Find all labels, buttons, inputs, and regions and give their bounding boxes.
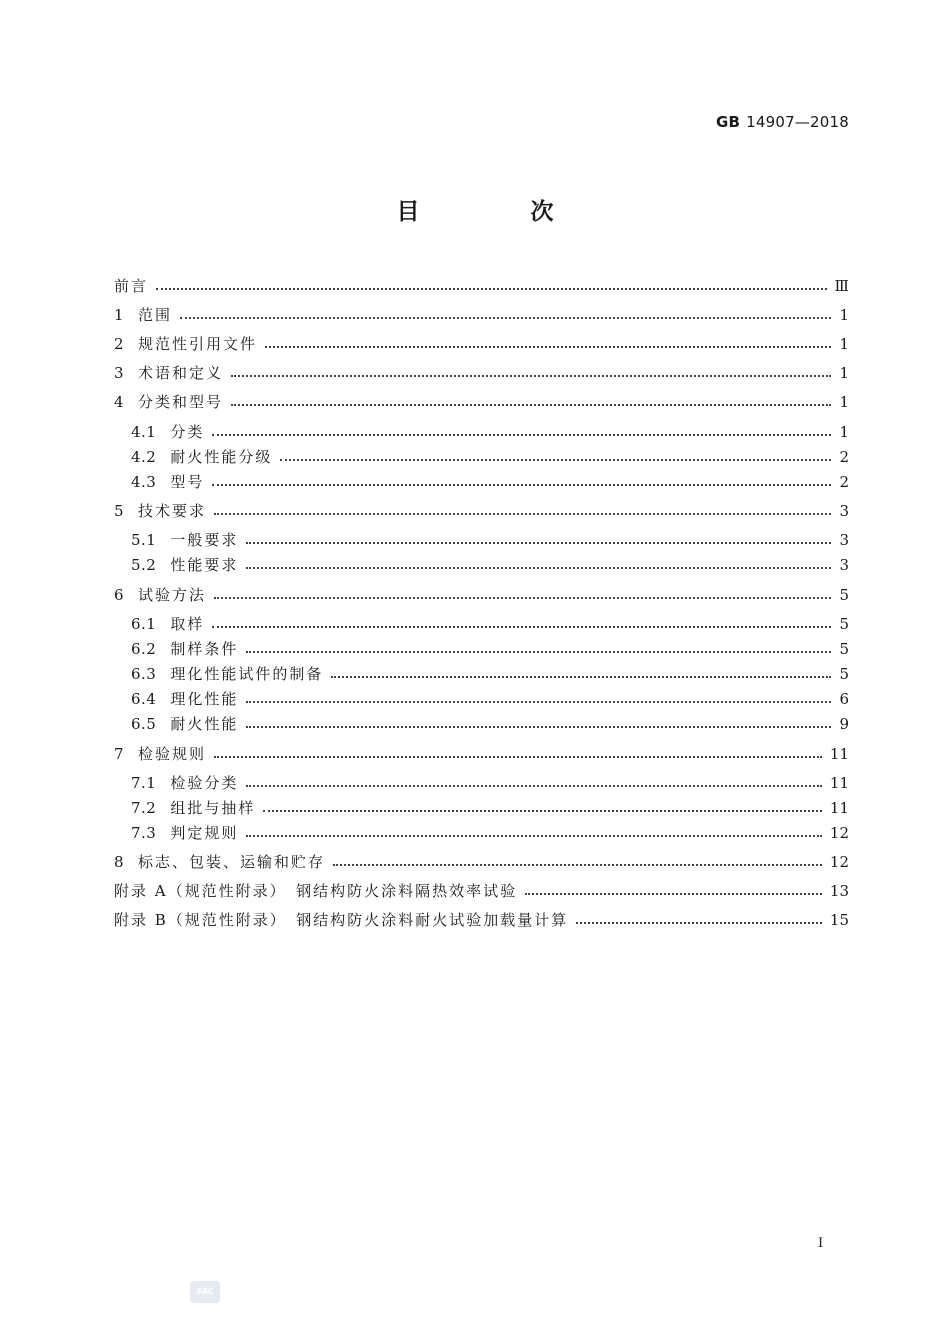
toc-dot-leader bbox=[333, 863, 822, 866]
toc-entry-number: 6.1 bbox=[131, 615, 157, 633]
toc-entry-page: 11 bbox=[829, 745, 849, 763]
toc-entry-label: 组批与抽样 bbox=[170, 799, 256, 817]
toc-entry-label: 前言 bbox=[114, 277, 149, 295]
page-title: 目 次 bbox=[396, 199, 598, 225]
toc-entry-number: 7.2 bbox=[131, 799, 157, 817]
toc-entry-number: 4.3 bbox=[131, 473, 157, 491]
toc-dot-leader bbox=[246, 541, 831, 544]
toc-entry-label: 理化性能 bbox=[170, 690, 239, 708]
toc-entry[interactable] bbox=[131, 794, 849, 818]
toc-entry-page: 11 bbox=[829, 799, 849, 817]
toc-entry-number: 4.1 bbox=[131, 423, 157, 441]
toc-entry-page: 5 bbox=[839, 640, 849, 658]
toc-entry-number: 7.3 bbox=[131, 824, 157, 842]
toc-dot-leader bbox=[280, 458, 831, 461]
toc-entry-page: 2 bbox=[839, 473, 849, 491]
toc-entry-label: 判定规则 bbox=[170, 824, 239, 842]
toc-dot-leader bbox=[214, 755, 822, 758]
toc-dot-leader bbox=[246, 784, 822, 787]
toc-dot-leader bbox=[231, 374, 831, 377]
toc-entry-label: 理化性能试件的制备 bbox=[170, 665, 324, 683]
toc-entry-number: 6.2 bbox=[131, 640, 157, 658]
toc-entry-number: 6 bbox=[114, 586, 125, 604]
toc-dot-leader bbox=[231, 403, 831, 406]
toc-entry[interactable] bbox=[131, 769, 849, 793]
standard-prefix: GB bbox=[715, 113, 741, 131]
toc-entry-number: 1 bbox=[114, 306, 125, 324]
toc-entry-page: 1 bbox=[839, 423, 849, 441]
toc-entry-page: 1 bbox=[839, 306, 849, 324]
toc-entry[interactable] bbox=[131, 468, 849, 492]
toc-entry-label: 检验分类 bbox=[170, 774, 239, 792]
toc-entry-page: 5 bbox=[839, 665, 849, 683]
toc-dot-leader bbox=[263, 809, 822, 812]
toc-entry-number: 8 bbox=[114, 853, 125, 871]
toc-entry-label: 术语和定义 bbox=[138, 364, 224, 382]
toc-entry-page: 6 bbox=[839, 690, 849, 708]
toc-entry-number: 6.5 bbox=[131, 715, 157, 733]
toc-entry-number: 5.2 bbox=[131, 556, 157, 574]
toc-entry[interactable] bbox=[114, 330, 849, 354]
toc-entry-label: 制样条件 bbox=[170, 640, 239, 658]
toc-entry-page: 15 bbox=[829, 911, 849, 929]
toc-entry[interactable] bbox=[114, 359, 849, 383]
toc-entry-number: 5 bbox=[114, 502, 125, 520]
toc-entry-page: 5 bbox=[839, 586, 849, 604]
toc-dot-leader bbox=[212, 433, 831, 436]
toc-dot-leader bbox=[331, 675, 831, 678]
toc-entry[interactable] bbox=[114, 906, 849, 930]
toc-entry-number: 6.4 bbox=[131, 690, 157, 708]
toc-dot-leader bbox=[265, 345, 831, 348]
toc-entry[interactable] bbox=[131, 610, 849, 634]
toc-entry-number: 7.1 bbox=[131, 774, 157, 792]
toc-entry-label: 范围 bbox=[138, 306, 173, 324]
toc-entry-label: 一般要求 bbox=[170, 531, 239, 549]
toc-entry-page: 12 bbox=[829, 824, 849, 842]
toc-entry-label: 取样 bbox=[170, 615, 205, 633]
toc-entry-page: 1 bbox=[839, 335, 849, 353]
toc-entry[interactable] bbox=[131, 710, 849, 734]
toc-entry-page: 3 bbox=[839, 531, 849, 549]
toc-entry-number: 7 bbox=[114, 745, 125, 763]
toc-entry[interactable] bbox=[114, 388, 849, 412]
toc-entry[interactable] bbox=[114, 877, 849, 901]
toc-entry-page: 2 bbox=[839, 448, 849, 466]
toc-entry-label: 附录 A（规范性附录） 钢结构防火涂料隔热效率试验 bbox=[114, 882, 518, 900]
toc-entry-page: 5 bbox=[839, 615, 849, 633]
toc-entry[interactable] bbox=[131, 418, 849, 442]
toc-entry-label: 规范性引用文件 bbox=[138, 335, 258, 353]
toc-entry-label: 检验规则 bbox=[138, 745, 207, 763]
toc-entry[interactable] bbox=[131, 660, 849, 684]
toc-entry-label: 耐火性能 bbox=[170, 715, 239, 733]
toc-entry-page: 3 bbox=[839, 556, 849, 574]
toc-entry[interactable] bbox=[131, 526, 849, 550]
toc-entry-page: 3 bbox=[839, 502, 849, 520]
toc-entry-page: 9 bbox=[839, 715, 849, 733]
toc-entry[interactable] bbox=[114, 848, 849, 872]
toc-entry[interactable] bbox=[131, 635, 849, 659]
toc-entry[interactable] bbox=[131, 551, 849, 575]
toc-entry[interactable] bbox=[114, 301, 849, 325]
toc-dot-leader bbox=[246, 650, 831, 653]
toc-entry-number: 4.2 bbox=[131, 448, 157, 466]
toc-entry-label: 耐火性能分级 bbox=[170, 448, 273, 466]
toc-dot-leader bbox=[246, 700, 831, 703]
toc-entry-label: 性能要求 bbox=[170, 556, 239, 574]
toc-entry-label: 附录 B（规范性附录） 钢结构防火涂料耐火试验加载量计算 bbox=[114, 911, 569, 929]
toc-dot-leader bbox=[212, 483, 831, 486]
toc-dot-leader bbox=[212, 625, 831, 628]
toc-dot-leader bbox=[246, 566, 831, 569]
toc-entry-page: 1 bbox=[839, 364, 849, 382]
toc-entry-number: 5.1 bbox=[131, 531, 157, 549]
toc-entry[interactable] bbox=[131, 685, 849, 709]
toc-entry-page: 1 bbox=[839, 393, 849, 411]
toc-dot-leader bbox=[180, 316, 831, 319]
toc-entry-label: 技术要求 bbox=[138, 502, 207, 520]
toc-dot-leader bbox=[576, 921, 822, 924]
toc-entry-label: 型号 bbox=[170, 473, 205, 491]
toc-entry-label: 分类和型号 bbox=[138, 393, 224, 411]
toc-dot-leader bbox=[246, 725, 831, 728]
toc-entry[interactable] bbox=[114, 740, 849, 764]
toc-entry-page: 13 bbox=[829, 882, 849, 900]
toc-entry[interactable] bbox=[114, 272, 849, 296]
toc-entry-number: 3 bbox=[114, 364, 125, 382]
toc-entry-label: 试验方法 bbox=[138, 586, 207, 604]
sac-watermark-logo: SAC bbox=[190, 1281, 220, 1303]
toc-entry[interactable] bbox=[114, 581, 849, 605]
toc-dot-leader bbox=[214, 512, 831, 515]
toc-entry[interactable] bbox=[114, 497, 849, 521]
toc-entry-label: 分类 bbox=[170, 423, 205, 441]
toc-entry-page: 12 bbox=[829, 853, 849, 871]
toc-dot-leader bbox=[246, 834, 822, 837]
toc-entry-label: 标志、包装、运输和贮存 bbox=[138, 853, 326, 871]
toc-entry-page: Ⅲ bbox=[834, 277, 849, 295]
toc-dot-leader bbox=[214, 596, 831, 599]
toc-dot-leader bbox=[156, 287, 827, 290]
toc-entry-page: 11 bbox=[829, 774, 849, 792]
toc-entry-number: 2 bbox=[114, 335, 125, 353]
standard-number: 14907—2018 bbox=[746, 113, 849, 131]
toc-dot-leader bbox=[525, 892, 822, 895]
standard-code bbox=[716, 113, 849, 131]
toc-entry[interactable] bbox=[131, 443, 849, 467]
toc-entry-number: 4 bbox=[114, 393, 125, 411]
toc-entry-number: 6.3 bbox=[131, 665, 157, 683]
toc-entry[interactable] bbox=[131, 819, 849, 843]
page-number: I bbox=[818, 1236, 824, 1251]
